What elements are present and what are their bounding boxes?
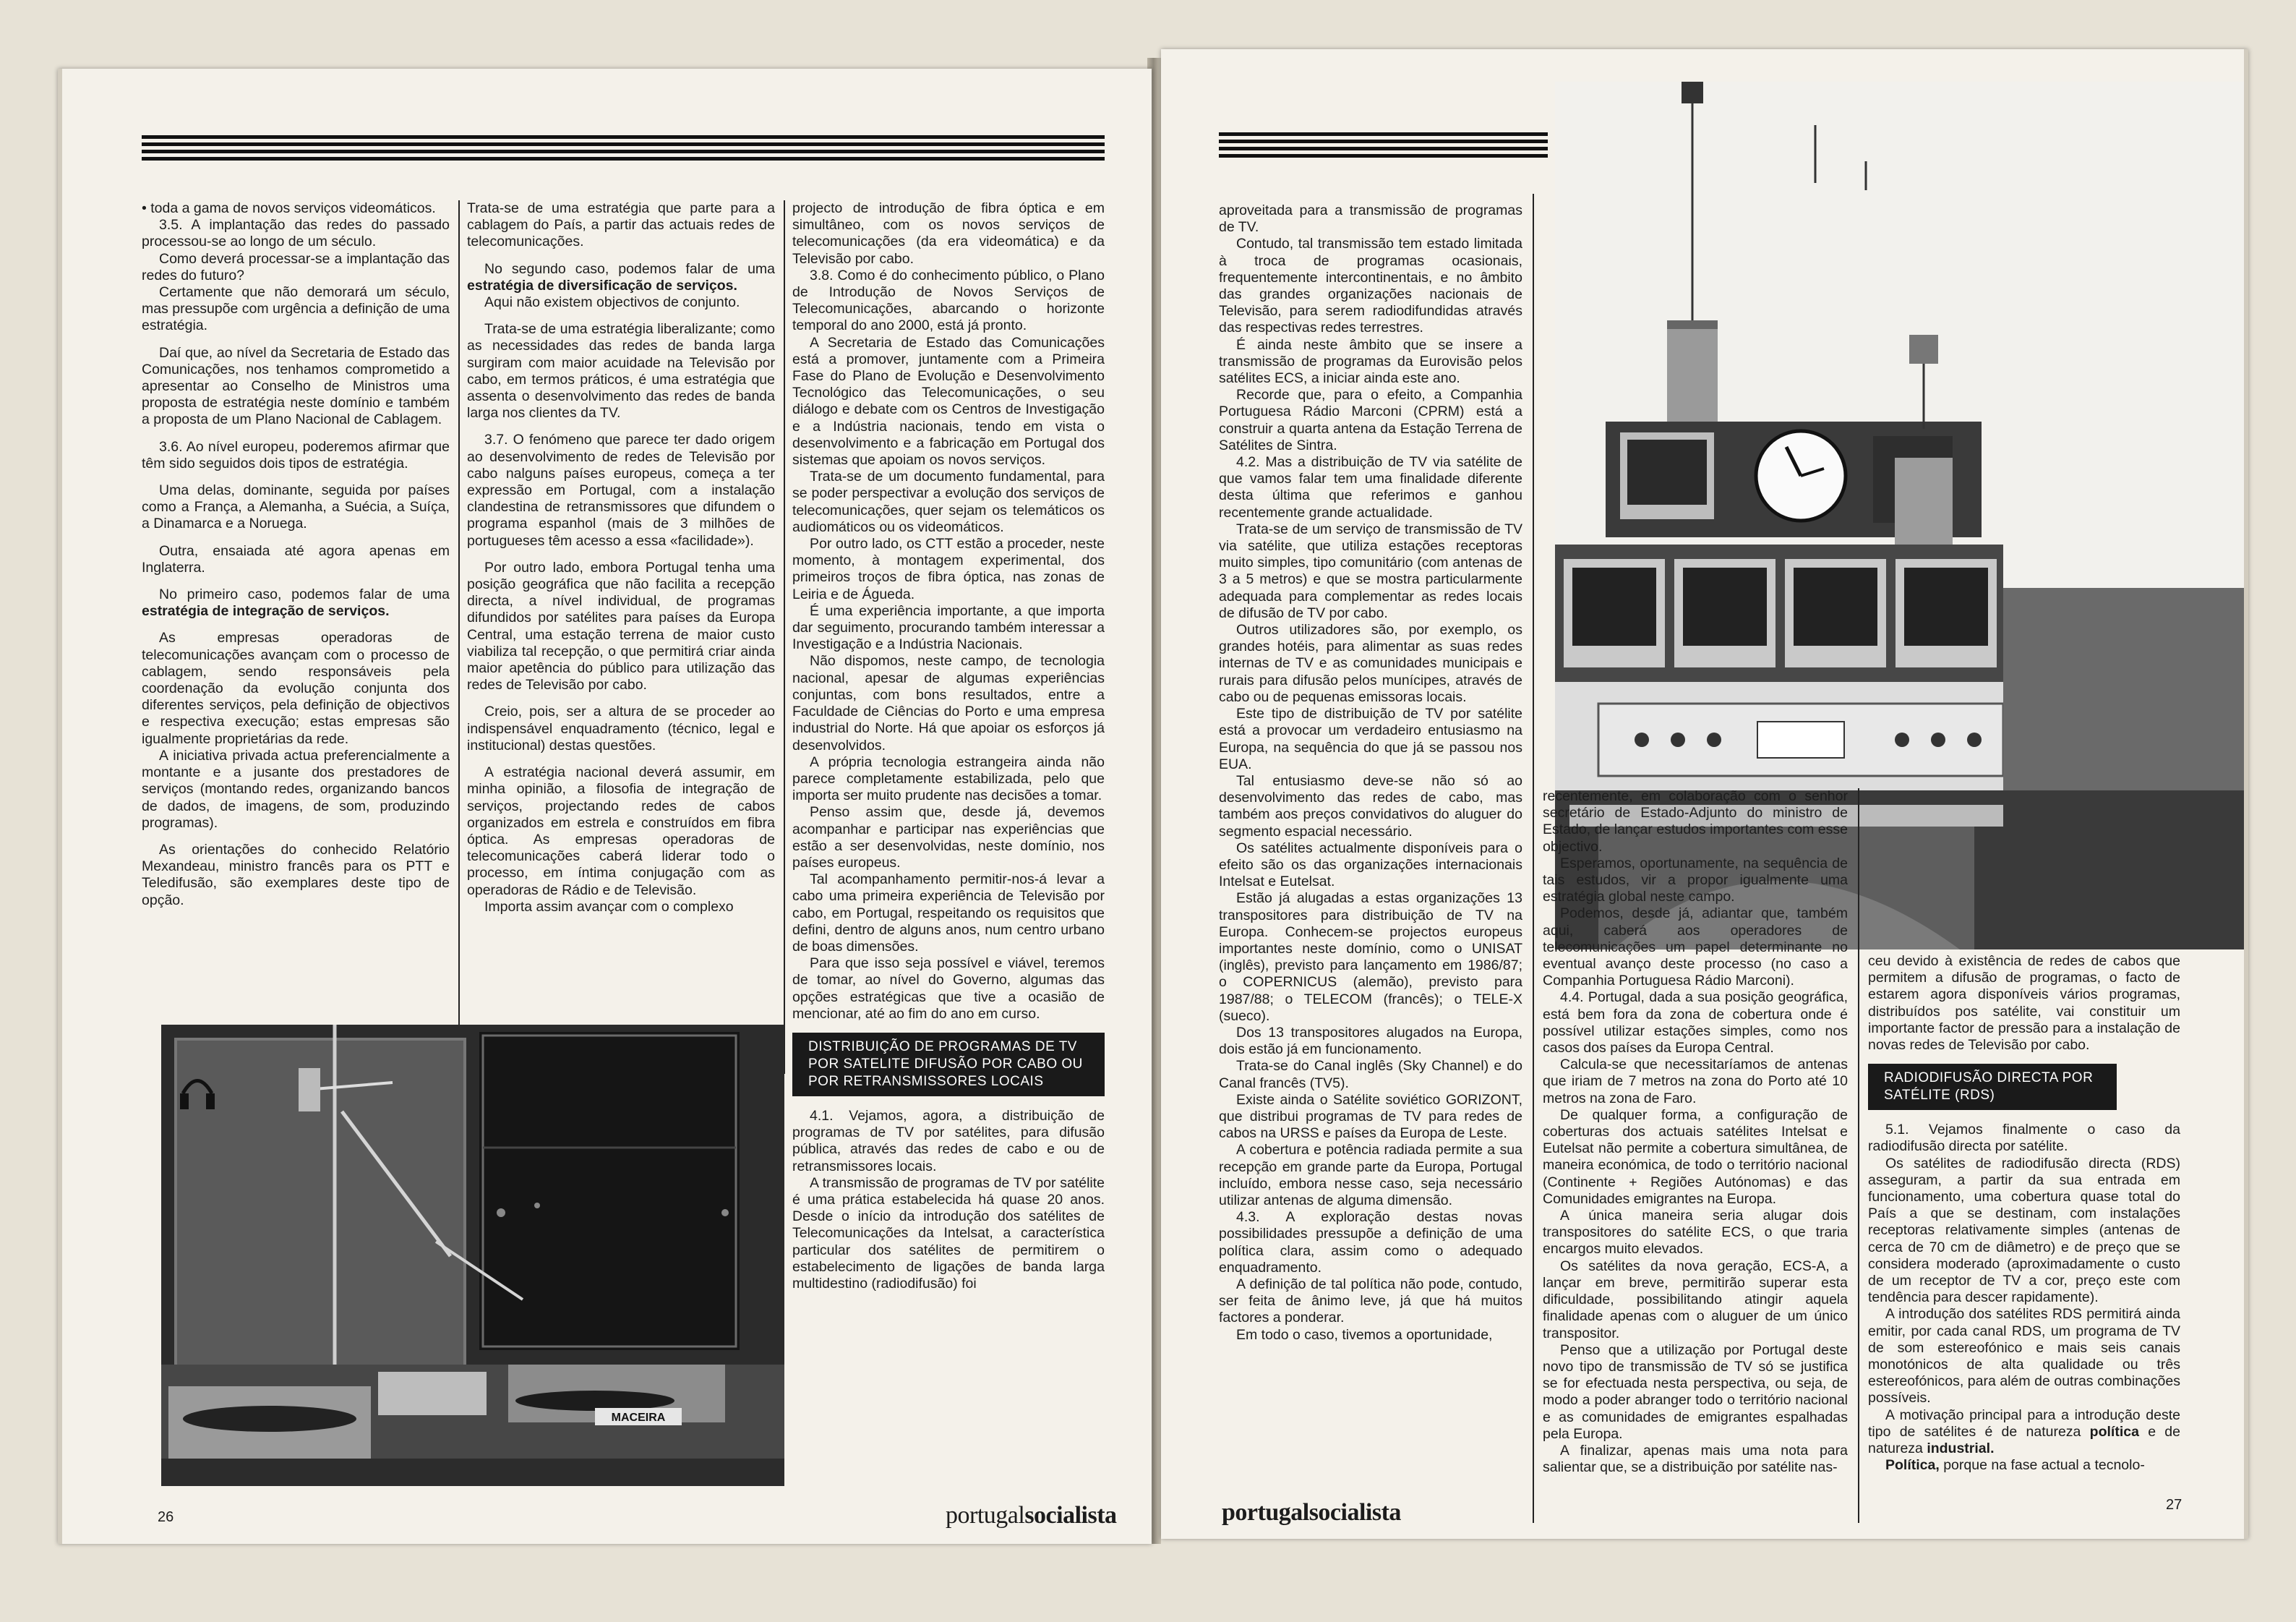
paragraph: Por outro lado, embora Portugal tenha uma posição geográfica que não facilita a recepção directa, a nível individual, de programas difundidos por satélites para países da Europa Central, uma estação terrena de maior custo viabiliza tal recepção, o que permitirá criar ainda maior apetência do público para utilização das redes de Televisão por cabo.: [467, 559, 775, 693]
paragraph: 4.3. A exploração destas novas possibilidades pressupõe a definição de uma política clara, assim como o adequado enquadramento.: [1219, 1209, 1522, 1276]
emphasis-text: estratégia de diversificação de serviços.: [467, 277, 737, 294]
emphasis-text: estratégia de integração de serviços.: [142, 603, 390, 620]
paragraph: Para que isso seja possível e viável, teremos de tomar, ao nível do Governo, algumas das opções estratégicas que tive a ocasião de mencionar, até ao fim do ano em curso.: [792, 955, 1105, 1022]
paragraph: A estratégia nacional deverá assumir, em minha opinião, a filosofia de integração de serviços, projectando redes de cabos organizados em estrela e construídos em fibra óptica. As empresas operadoras de telecomunicações caberá liderar todo o processo, em íntima conjugação com as operadoras de Rádio e de Televisão.: [467, 764, 775, 898]
paragraph: Tal acompanhamento permitir-nos-á levar a cabo uma primeira experiência de Televisão por cabo, em Portugal, respeitando os requisitos que defini, dentro de alguns anos, num centro urbano de boas dimensões.: [792, 871, 1105, 955]
paragraph: [1868, 1407, 2180, 1458]
emphasis-text: industrial.: [1927, 1440, 1995, 1457]
column-rule: [1858, 788, 1859, 1523]
paragraph: Como deverá processar-se a implantação das redes do futuro?: [142, 250, 450, 283]
paragraph: 3.7. O fenómeno que parece ter dado origem ao desenvolvimento de redes de Televisão por cabo nalguns países europeus, começa a ter expressão em Portugal, com a instalação clandestina de retransmissores que difundem o programa espanhol (mais de 3 milhões de portugueses têm acesso a essa «facilidade»).: [467, 432, 775, 549]
paragraph: A introdução dos satélites RDS permitirá ainda emitir, por cada canal RDS, um programa de TV de som estereofónico e mais seis canais monotónicos de alta qualidade ou três estereofónicos, para além de outras combinações possíveis.: [1868, 1306, 2180, 1407]
page-number: 26: [158, 1509, 174, 1525]
paragraph: [467, 261, 775, 294]
paragraph: Este tipo de distribuição de TV por satélite está a provocar um verdadeiro entusiasmo na Europa, na sequência do que já se passou nos EUA.: [1219, 706, 1522, 772]
paragraph: recentemente, em colaboração com o senhor secretário de Estado-Adjunto do ministro de Estado, de lançar estudos importantes com esse objectivo.: [1543, 788, 1848, 855]
paragraph: Tal entusiasmo deve-se não só ao desenvolvimento das redes de cabo, mas também aos preços convidativos do aluguer do segmento espacial necessário.: [1219, 772, 1522, 840]
paragraph: A definição de tal política não pode, contudo, ser feita de ânimo leve, já que há muitos factores a ponderar.: [1219, 1276, 1522, 1326]
paragraph: aproveitada para a transmissão de programas de TV.: [1219, 202, 1522, 236]
paragraph: Certamente que não demorará um século, mas pressupõe com urgência a definição de uma estratégia.: [142, 284, 450, 334]
logo-part-1: portugal: [1222, 1499, 1309, 1526]
paragraph: De qualquer forma, a configuração de coberturas dos actuais satélites Intelsat e Eutelsat não permite a cobertura simultânea, de maneira económica, de todo o território nacional (Continente + Regiões Autónomas) e das Comunidades emigrantes na Europa.: [1543, 1106, 1848, 1207]
paragraph: • toda a gama de novos serviços videomáticos.: [142, 200, 436, 216]
paragraph: Não dispomos, neste campo, de tecnologia nacional, apesar de algumas experiências conjuntas, com bons resultados, entre a Faculdade de Ciências do Porto e uma empresa industrial do Norte. Há que apoiar os esforços já desenvolvidos.: [792, 653, 1105, 754]
right-column-1: [1219, 202, 1522, 1344]
paragraph: Trata-se do Canal inglês (Sky Channel) e do Canal francês (TV5).: [1219, 1058, 1522, 1091]
paragraph: Dos 13 transpositores alugados na Europa, dois estão já em funcionamento.: [1219, 1024, 1522, 1058]
paragraph: A única maneira seria alugar dois transpositores do satélite ECS, o que traria encargos muito elevados.: [1543, 1208, 1848, 1258]
emphasis-text: Política,: [1885, 1457, 1940, 1474]
logo-part-1: portugal: [946, 1502, 1025, 1529]
paragraph: Os satélites actualmente disponíveis para o efeito são os das organizações internacionais Intelsat e Eutelsat.: [1219, 840, 1522, 890]
paragraph: 5.1. Vejamos finalmente o caso da radiodifusão directa por satélite.: [1868, 1122, 2180, 1155]
paragraph: ceu devido à existência de redes de cabos que permitem a difusão de programas, o facto de estarem agora disponíveis vários programas, distribuídos pos satélite, vai constituir um importante factor de pressão para a instalação de novas redes de Televisão por cabo.: [1868, 953, 2180, 1054]
logo-part-2: socialista: [1024, 1502, 1117, 1529]
paragraph: A Secretaria de Estado das Comunicações está a promover, juntamente com a Primeira Fase do Plano de Evolução e Desenvolvimento Tecnológico das Telecomunicações, o seu diálogo e debate com os Centros de Investigação e a Indústria nacionais, tendo em vista o desenvolvimento e a fabricação em Portugal dos sistemas que apoiam os novos serviços.: [792, 334, 1105, 469]
paragraph: Creio, pois, ser a altura de se proceder ao indispensável enquadramento (técnico, legal e institucional) destas questões.: [467, 704, 775, 754]
studio-photo: [161, 1025, 784, 1486]
paragraph-text: e de natureza: [1868, 1423, 2180, 1457]
header-rules: [142, 135, 1105, 164]
studio-photo-svg: [161, 1025, 784, 1486]
right-column-2: [1543, 788, 1848, 1476]
paragraph: Uma delas, dominante, seguida por países como a França, a Alemanha, a Suécia, a Suíça, a Dinamarca e a Noruega.: [142, 482, 450, 532]
paragraph: [142, 586, 450, 620]
paragraph: A iniciativa privada actua preferencialmente a montante e a jusante dos prestadores de serviços (montando redes, organizando bancos de dados, de imagens, de som, produzindo programas).: [142, 747, 450, 831]
page-number: 27: [2166, 1497, 2183, 1513]
paragraph: As empresas operadoras de telecomunicações avançam com o processo de cablagem, sendo responsáveis pela coordenação da evolução conjunta dos diferentes serviços, pela definição de objectivos e respectiva execução; estas empresas são igualmente proprietárias da rede.: [142, 630, 450, 747]
photo-label: MACEIRA: [611, 1412, 666, 1424]
paragraph: A cobertura e potência radiada permite a sua recepção em grande parte da Europa, Portugal incluído, embora nesse caso, seja necessário utilizar antenas de alguma dimensão.: [1219, 1142, 1522, 1208]
paragraph: Podemos, desde já, adiantar que, também aqui, caberá aos operadores de telecomunicações um papel determinante no eventual avanço deste processo (no caso a Companhia Portuguesa Rádio Marconi).: [1543, 905, 1848, 989]
logo-part-2: socialista: [1308, 1499, 1401, 1526]
paragraph: Em todo o caso, tivemos a oportunidade,: [1236, 1326, 1493, 1343]
paragraph-text: No segundo caso, podemos falar de uma: [484, 260, 775, 277]
paragraph: Penso assim que, desde já, devemos acompanhar e participar nas experiências que estão a ser desenvolvidas, neste domínio, nos países europeus.: [792, 804, 1105, 871]
paragraph: 3.8. Como é do conhecimento público, o Plano de Introdução de Novos Serviços de Telecomunicações, abarcando o horizonte temporal do ano 2000, está já pronto.: [792, 267, 1105, 334]
left-column-1: [142, 200, 450, 909]
emphasis-text: política: [2089, 1423, 2139, 1440]
paragraph: Trata-se de uma estratégia liberalizante; como as necessidades das redes de banda larga surgiram com maior acuidade na Televisão por cabo, em termos práticos, é uma estratégia que assenta o desenvolvimento das redes de banda larga nos clientes da TV.: [467, 321, 775, 422]
column-rule: [1533, 194, 1534, 1523]
paragraph: Daí que, ao nível da Secretaria de Estado das Comunicações, nos tenhamos comprometido a apresentar ao Conselho de Ministros uma proposta de estratégia neste domínio e também a proposta de um Plano Nacional de Cablagem.: [142, 344, 450, 428]
paragraph: 4.1. Vejamos, agora, a distribuição de programas de TV por satélites, para difusão pública, através das redes de cabo e ou de retransmissores locais.: [792, 1107, 1105, 1174]
header-rules: [1219, 132, 1548, 161]
left-column-3: [792, 200, 1105, 1292]
paragraph-text: A motivação principal para a introdução deste tipo de satélites é de natureza: [1868, 1407, 2180, 1440]
right-column-3: [1868, 953, 2180, 1474]
paragraph: Recorde que, para o efeito, a Companhia Portuguesa Rádio Marconi (CPRM) está a construir a quarta antena da Estação Terrena de Satélites de Sintra.: [1219, 387, 1522, 453]
paragraph: A finalizar, apenas mais uma nota para salientar que, se a distribuição por satélite nas-: [1543, 1442, 1848, 1476]
paragraph: Esperamos, oportunamente, na sequência de tais estudos, vir a propor igualmente uma estratégia global neste campo.: [1543, 855, 1848, 905]
paragraph: projecto de introdução de fibra óptica e em simultâneo, com os novos serviços de telecomunicações (da era videomática) e da Televisão por cabo.: [792, 200, 1105, 267]
right-page: [1161, 49, 2248, 1539]
paragraph: Existe ainda o Satélite soviético GORIZONT, que distribui programas de TV para redes de cabos na URSS e países da Europa de Leste.: [1219, 1091, 1522, 1142]
paragraph: 3.5. A implantação das redes do passado processou-se ao longo de um século.: [142, 217, 450, 250]
paragraph: Por outro lado, os CTT estão a proceder, neste momento, à montagem experimental, dos primeiros troços de fibra óptica, nas zonas de Leiria e de Águeda.: [792, 536, 1105, 602]
paragraph: Penso que a utilização por Portugal deste novo tipo de transmissão de TV só se justifica se for efectuada nesta perspectiva, ou seja, de modo a poder abranger todo o território nacional e as comunidades de emigrantes espalhadas pela Europa.: [1543, 1341, 1848, 1442]
paragraph: As orientações do conhecido Relatório Mexandeau, ministro francês para os PTT e Teledifusão, são exemplares deste tipo de opção.: [142, 841, 450, 908]
paragraph: Trata-se de um serviço de transmissão de TV via satélite, que utiliza estações receptoras muito simples, tipo comunitário (com antenas de 3 a 5 metros) e que se mostra particularmente adequada para complementar as redes locais de difusão de TV por cabo.: [1219, 521, 1522, 621]
publication-logo: [946, 1502, 1117, 1529]
paragraph: Trata-se de um documento fundamental, para se poder perspectivar a evolução dos serviços de telecomunicações, quer sejam os telemáticos os audiomáticos ou os videomáticos.: [792, 469, 1105, 535]
paragraph: Os satélites de radiodifusão directa (RDS) asseguram, a partir da sua entrada em funcionamento, uma cobertura quase total do País a que se destinam, com instalações receptoras relativamente simples (antenas de cerca de 70 cm de diâmetro) e de preço que se considera moderado (aproximadamente o custo de um receptor de TV a cor, preço este com tendência para descer rapidamente).: [1868, 1155, 2180, 1306]
column-rule: [784, 200, 785, 1074]
paragraph: Outra, ensaiada até agora apenas em Inglaterra.: [142, 542, 450, 576]
section-heading: RADIODIFUSÃO DIRECTA POR SATÉLITE (RDS): [1868, 1064, 2117, 1110]
paragraph: Outros utilizadores são, por exemplo, os grandes hotéis, para alimentar as suas redes internas de TV e as comunidades municipais e rurais para difusão pelos munícipes, através de cabo ou de pequenas emissoras locais.: [1219, 622, 1522, 705]
paragraph: 4.2. Mas a distribuição de TV via satélite de que vamos falar tem uma finalidade diferente desta última que referimos e ganhou recentemente grande actualidade.: [1219, 454, 1522, 521]
column-rule: [458, 200, 460, 1074]
paragraph: Calcula-se que necessitaríamos de antenas que iriam de 7 metros na zona do Porto até 10 metros na zona de Faro.: [1543, 1057, 1848, 1106]
left-column-2: [467, 200, 775, 915]
paragraph: A transmissão de programas de TV por satélite é uma prática estabelecida há quase 20 anos. Desde o início da introdução dos satélites de Telecomunicações da Intelsat, a característica particular dos satélites de permitirem o estabelecimento de ligações de banda larga multidestino (radiodifusão) foi: [792, 1174, 1105, 1292]
paragraph: Contudo, tal transmissão tem estado limitada à troca de programas ocasionais, frequentemente intercontinentais, e no âmbito das grandes organizações nacionais de Televisão, para serem radiodifundidas através das respectivas redes terrestres.: [1219, 236, 1522, 336]
paragraph: Estão já alugadas a estas organizações 13 transpositores para distribuição de TV na Europa. Conhecem-se projectos europeus importantes neste domínio, como o UNISAT (inglês), previsto para lançamento em 1986/87; o COPERNICUS (alemão), previsto para 1987/88; o TELECOM (francês); o TELE-X (sueco).: [1219, 890, 1522, 1024]
paragraph: É uma experiência importante, a que importa dar seguimento, procurando também interessar a Investigação e a Indústria Nacionais.: [792, 602, 1105, 653]
paragraph: Importa assim avançar com o complexo: [484, 898, 734, 915]
paragraph: 4.4. Portugal, dada a sua posição geográfica, está bem fora da zona de cobertura onde é possível utilizar estações simples, como nos casos dos países da Europa Central.: [1543, 989, 1848, 1057]
paragraph: Aqui não existem objectivos de conjunto.: [484, 294, 740, 311]
paragraph: A própria tecnologia estrangeira ainda não parece completamente estabilizada, pelo que importa ser muito prudente nas decisões a tomar.: [792, 754, 1105, 804]
paragraph-text: porque na fase actual a tecnolo-: [1943, 1457, 2145, 1474]
paragraph: 3.6. Ao nível europeu, poderemos afirmar que têm sido seguidos dois tipos de estratégia.: [142, 438, 450, 471]
left-page: [58, 69, 1152, 1544]
paragraph: [1868, 1457, 2180, 1474]
paragraph: Os satélites da nova geração, ECS-A, a lançar em breve, permitirão superar esta dificuldade, possibilitando atingir aquela finalidade apenas com o aluguer de um único transpositor.: [1543, 1258, 1848, 1341]
paragraph: Trata-se de uma estratégia que parte para a cablagem do País, a partir das actuais redes de telecomunicações.: [467, 200, 775, 250]
paragraph: É ainda neste âmbito que se insere a transmissão de programas da Eurovisão pelos satélites ECS, a iniciar ainda este ano.: [1219, 336, 1522, 387]
paragraph-text: No primeiro caso, podemos falar de uma: [159, 586, 450, 603]
publication-logo: [1222, 1499, 1401, 1527]
section-heading: DISTRIBUIÇÃO DE PROGRAMAS DE TV POR SATELITE DIFUSÃO POR CABO OU POR RETRANSMISSORES LOCAIS: [792, 1033, 1105, 1096]
